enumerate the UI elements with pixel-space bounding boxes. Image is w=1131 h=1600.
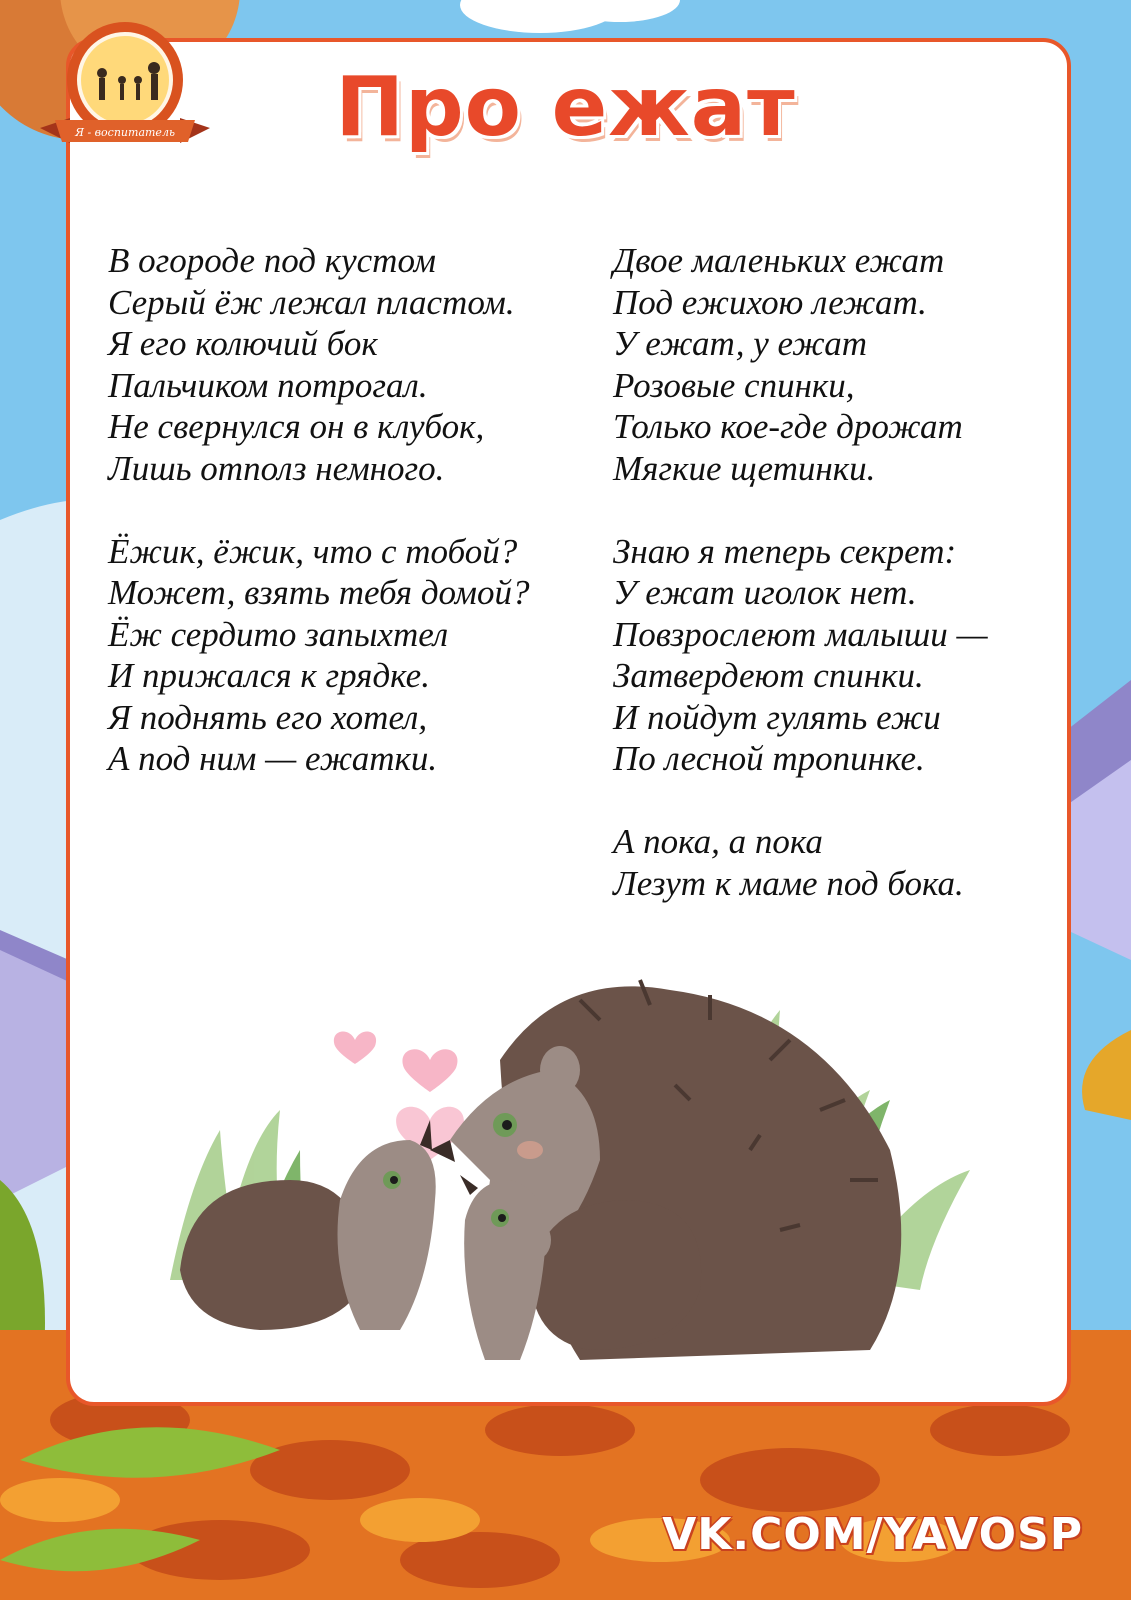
poem-line: А пока, а пока (613, 822, 823, 861)
stanza (108, 240, 530, 489)
poem-line: Пальчиком потрогал. (108, 365, 428, 405)
hedgehog-family-illustration (130, 950, 1030, 1400)
poem-line: И пойдут гулять ежи (613, 697, 941, 737)
poem-line: И прижался к грядке. (108, 656, 430, 695)
poem-line: Не свернулся он в клубок, (108, 407, 485, 446)
heart-icon (402, 1049, 457, 1092)
poem-line: Лишь отполз немного. (108, 448, 445, 488)
stanza (108, 531, 530, 780)
stanza (613, 531, 988, 780)
poem-line: Лезут к маме под бока. (613, 863, 964, 903)
poem-line: Повзрослеют малыши — (613, 614, 988, 654)
poem-line: Я поднять его хотел, (108, 697, 428, 737)
logo-text: Я - воспитатель (75, 126, 175, 139)
poem-line: Только кое-где дрожат (613, 407, 963, 446)
poem-line: Знаю я теперь секрет: (613, 531, 957, 571)
poem-line: Двое маленьких ежат (613, 241, 945, 280)
poem-line: У ежат, у ежат (613, 324, 868, 363)
footer-site-link[interactable]: VK.COM/YAVOSP (662, 1509, 1083, 1560)
poem-line: А под ним — ежатки. (108, 739, 438, 778)
poem-line: Затвердеют спинки. (613, 656, 924, 695)
poem-line: Мягкие щетинки. (613, 448, 876, 488)
heart-icon (334, 1031, 376, 1064)
poem-line: В огороде под кустом (108, 241, 436, 280)
poem-line: Ёжик, ёжик, что с тобой? (108, 531, 518, 571)
stanza (613, 821, 988, 904)
poem-line: Я его колючий бок (108, 324, 378, 363)
poem-right-column (613, 240, 988, 946)
poem-line: Может, взять тебя домой? (108, 573, 530, 612)
poem-line: Розовые спинки, (613, 365, 855, 405)
page-title: Про ежат (335, 60, 796, 155)
poem-line: У ежат иголок нет. (613, 573, 917, 612)
stanza (613, 240, 988, 489)
poem-left-column (108, 240, 530, 821)
poem-line: Под ежихою лежат. (613, 282, 927, 322)
poem-line: По лесной тропинке. (613, 739, 925, 778)
logo-family-badge (30, 18, 220, 153)
poem-line: Серый ёж лежал пластом. (108, 282, 515, 322)
poem-line: Ёж сердито запыхтел (108, 614, 449, 654)
